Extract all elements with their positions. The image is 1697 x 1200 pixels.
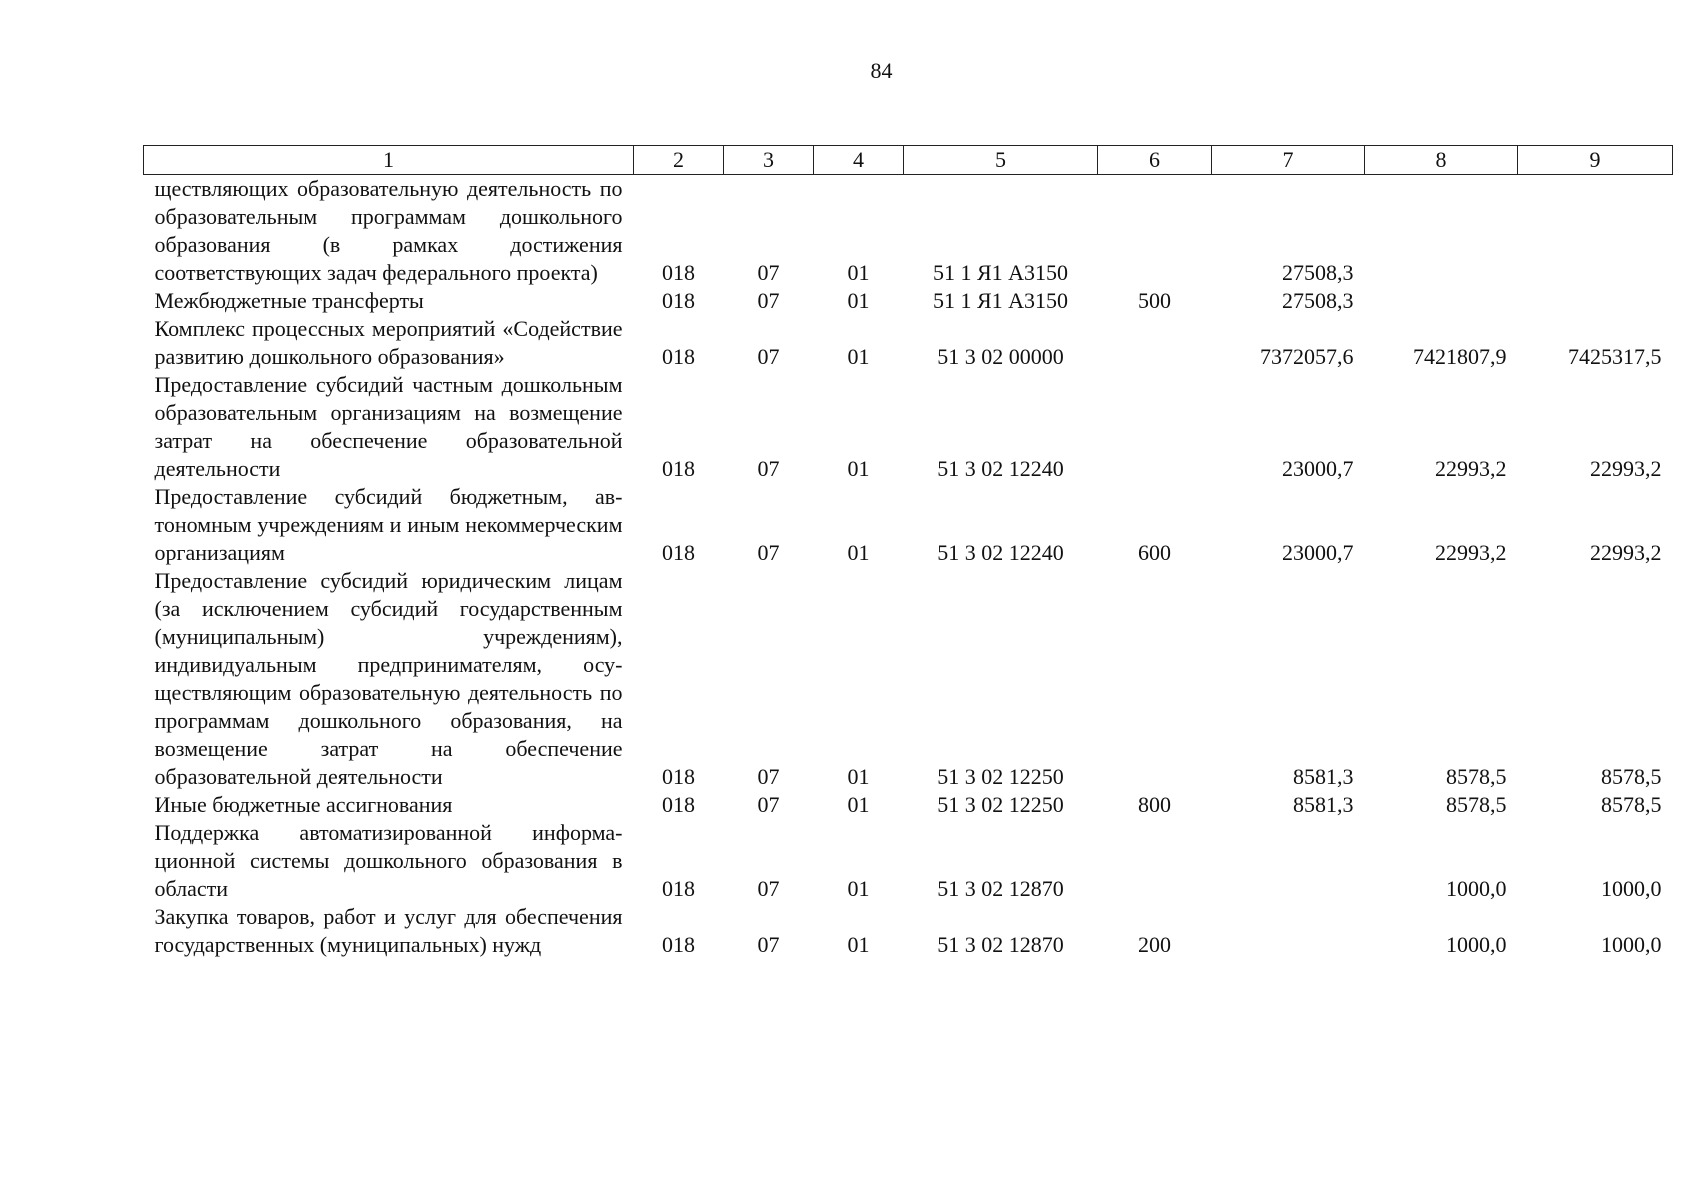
amount-col-8: 8578,5 [1446, 792, 1507, 817]
amount-col-7: 27508,3 [1282, 260, 1354, 285]
amount-col-9 [1518, 175, 1673, 288]
ministry-code: 018 [662, 764, 695, 789]
amount-col-7: 8581,3 [1293, 792, 1354, 817]
subsection-code: 01 [847, 456, 870, 481]
page-number: 84 [870, 58, 893, 83]
table-row [144, 791, 1673, 819]
expense-type [1098, 819, 1212, 903]
budget-table [143, 145, 1673, 959]
expense-type [1098, 175, 1212, 288]
amount-col-8 [1365, 287, 1518, 315]
table-row [144, 287, 1673, 315]
target-article: 51 3 02 12250 [937, 764, 1064, 789]
amount-col-9: 8578,5 [1601, 792, 1662, 817]
ministry-code: 018 [662, 540, 695, 565]
amount-col-9: 1000,0 [1601, 876, 1662, 901]
row-name: Межбюджетные трансферты [154, 288, 424, 313]
amount-col-9: 22993,2 [1590, 456, 1662, 481]
section-code: 07 [757, 792, 780, 817]
table-row [144, 903, 1673, 959]
header-row [144, 146, 1673, 175]
amount-col-8: 22993,2 [1435, 456, 1507, 481]
target-article: 51 3 02 12870 [937, 932, 1064, 957]
expense-type [1098, 371, 1212, 483]
subsection-code: 01 [847, 344, 870, 369]
table-row [144, 315, 1673, 371]
section-code: 07 [757, 344, 780, 369]
table-header [144, 146, 1673, 175]
amount-col-7: 23000,7 [1282, 540, 1354, 565]
row-name: ществляющих образовательную деятельность по образовательным программам дошкольного образования (в рамках достижения соответствующих задач федерального проекта) [154, 176, 623, 285]
row-name: Предоставление субсидий юридическим лицам (за исключением субсидий государственным (муниципальным) учреждениям), индивидуальным предпринимателям, осуществляющим образовательную деятельность по программам дошкольного образования, на возмещение затрат на обеспечение образовательной деятельности [154, 568, 623, 789]
section-code: 07 [757, 456, 780, 481]
target-article: 51 3 02 12240 [937, 540, 1064, 565]
target-article: 51 3 02 12250 [937, 792, 1064, 817]
expense-type: 800 [1138, 792, 1171, 817]
subsection-code: 01 [847, 540, 870, 565]
header-cell-3: 3 [724, 146, 814, 175]
header-cell-2: 2 [634, 146, 724, 175]
amount-col-9: 1000,0 [1601, 932, 1662, 957]
section-code: 07 [757, 932, 780, 957]
target-article: 51 1 Я1 А3150 [932, 260, 1069, 285]
ministry-code: 018 [662, 344, 695, 369]
row-name: Иные бюджетные ассигнования [154, 792, 453, 817]
amount-col-7 [1212, 819, 1365, 903]
section-code: 07 [757, 540, 780, 565]
header-cell-8: 8 [1365, 146, 1518, 175]
amount-col-9: 7425317,5 [1568, 344, 1662, 369]
header-cell-1: 1 [144, 146, 634, 175]
row-name: Поддержка автоматизированной информационной системы дошкольного образования в области [154, 820, 623, 901]
table-row [144, 567, 1673, 791]
header-cell-6: 6 [1098, 146, 1212, 175]
section-code: 07 [757, 260, 780, 285]
section-code: 07 [757, 764, 780, 789]
expense-type: 500 [1138, 288, 1171, 313]
row-name: Закупка товаров, работ и услуг для обеспечения государственных (муниципальных) нужд [154, 904, 623, 957]
amount-col-7: 23000,7 [1282, 456, 1354, 481]
ministry-code: 018 [662, 288, 695, 313]
target-article: 51 3 02 12240 [937, 456, 1064, 481]
amount-col-7 [1212, 903, 1365, 959]
ministry-code: 018 [662, 932, 695, 957]
header-cell-9: 9 [1518, 146, 1673, 175]
row-name: Комплекс процессных мероприятий «Содействие развитию дошкольного образования» [154, 316, 623, 369]
expense-type: 200 [1138, 932, 1171, 957]
table-row [144, 175, 1673, 288]
section-code: 07 [757, 876, 780, 901]
target-article: 51 1 Я1 А3150 [932, 288, 1069, 313]
expense-type [1098, 567, 1212, 791]
subsection-code: 01 [847, 764, 870, 789]
ministry-code: 018 [662, 456, 695, 481]
expense-type [1098, 315, 1212, 371]
header-cell-7: 7 [1212, 146, 1365, 175]
row-name: Предоставление субсидий бюджетным, автономным учреждениям и иным некоммерческим организациям [154, 484, 623, 565]
section-code: 07 [757, 288, 780, 313]
table-row [144, 819, 1673, 903]
amount-col-7: 8581,3 [1293, 764, 1354, 789]
header-cell-5: 5 [904, 146, 1098, 175]
amount-col-8: 22993,2 [1435, 540, 1507, 565]
amount-col-8: 7421807,9 [1413, 344, 1507, 369]
ministry-code: 018 [662, 792, 695, 817]
header-cell-4: 4 [814, 146, 904, 175]
amount-col-8: 1000,0 [1446, 876, 1507, 901]
subsection-code: 01 [847, 932, 870, 957]
target-article: 51 3 02 12870 [937, 876, 1064, 901]
table-row [144, 371, 1673, 483]
amount-col-9: 22993,2 [1590, 540, 1662, 565]
table-body [144, 175, 1673, 960]
expense-type: 600 [1138, 540, 1171, 565]
row-name: Предоставление субсидий частным дошкольным образовательным организациям на возмещение затрат на обеспечение образовательной деятельности [154, 372, 623, 481]
amount-col-8 [1365, 175, 1518, 288]
ministry-code: 018 [662, 876, 695, 901]
amount-col-9: 8578,5 [1601, 764, 1662, 789]
amount-col-7: 27508,3 [1282, 288, 1354, 313]
subsection-code: 01 [847, 876, 870, 901]
amount-col-8: 1000,0 [1446, 932, 1507, 957]
subsection-code: 01 [847, 792, 870, 817]
amount-col-7: 7372057,6 [1260, 344, 1354, 369]
amount-col-8: 8578,5 [1446, 764, 1507, 789]
amount-col-9 [1518, 287, 1673, 315]
table-row [144, 483, 1673, 567]
subsection-code: 01 [847, 260, 870, 285]
ministry-code: 018 [662, 260, 695, 285]
subsection-code: 01 [847, 288, 870, 313]
target-article: 51 3 02 00000 [937, 344, 1064, 369]
